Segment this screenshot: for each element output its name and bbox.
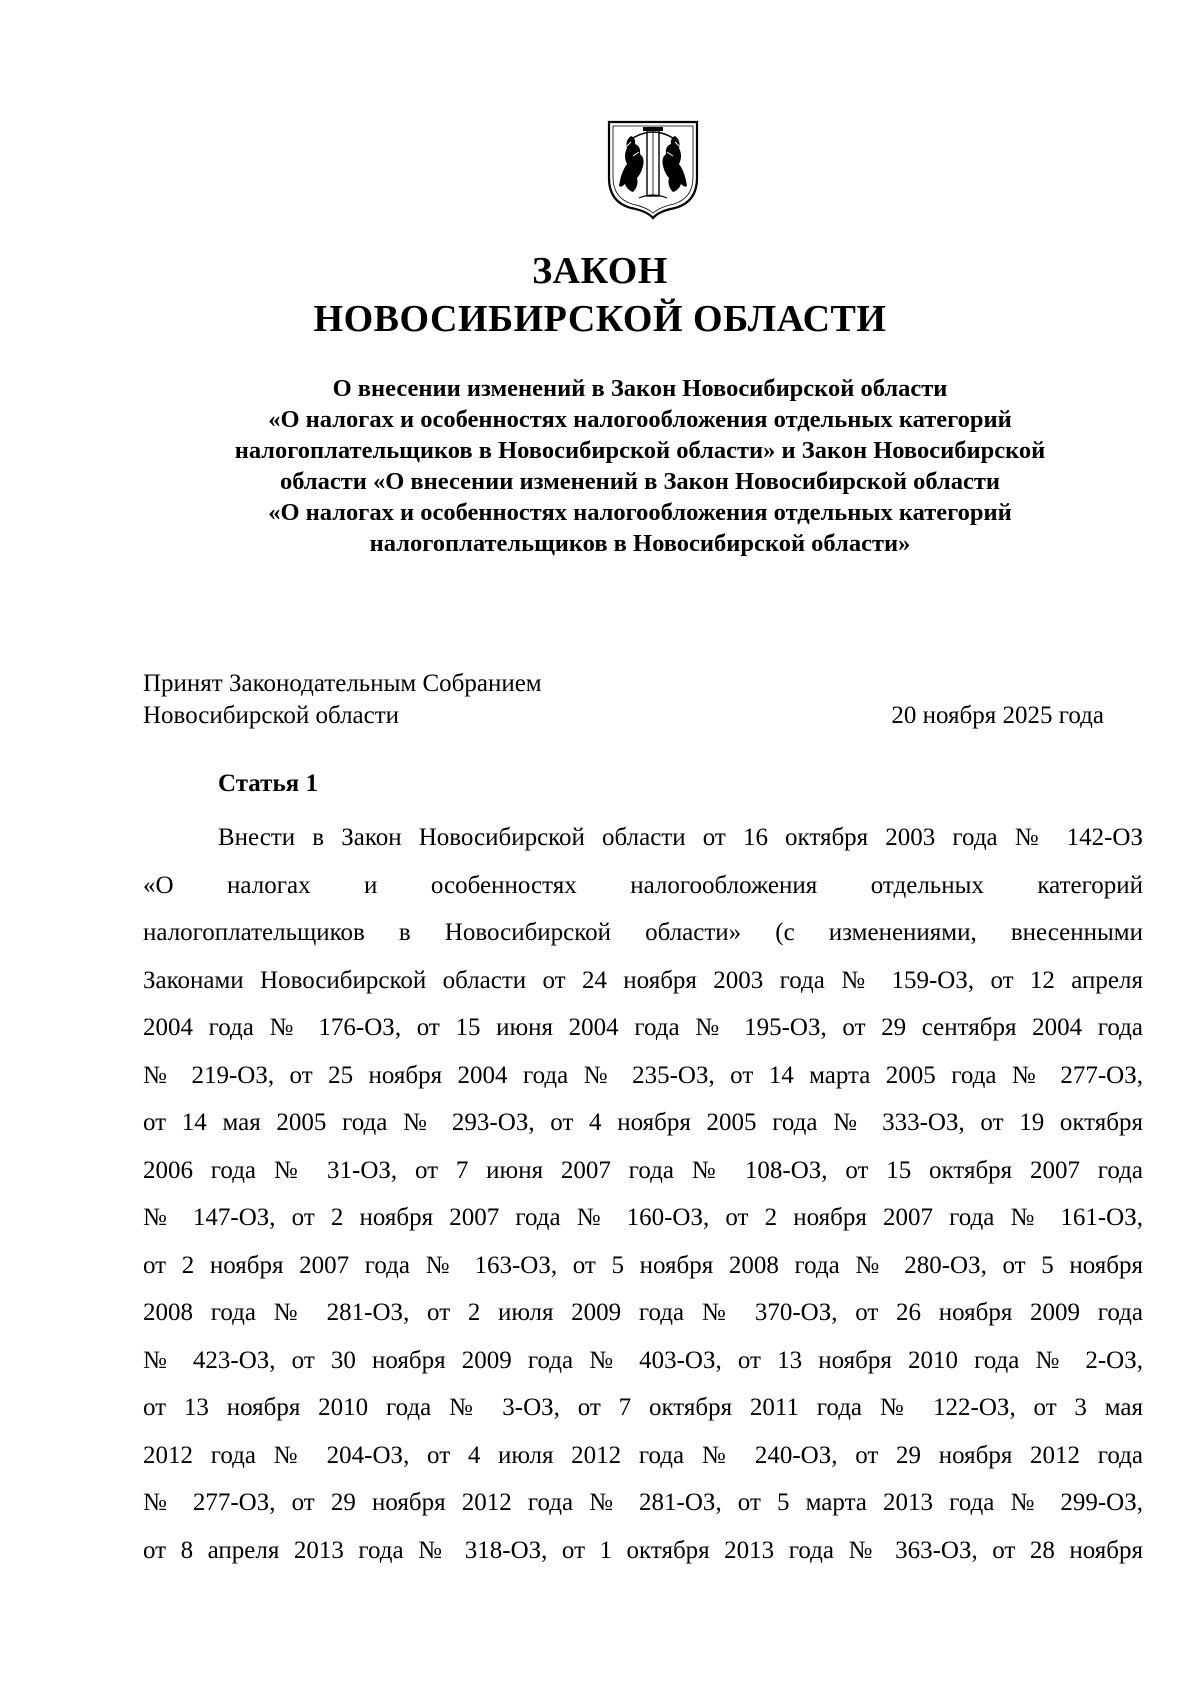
- article-line: № 219-ОЗ, от 25 ноября 2004 года № 235-ОЗ, от 14 марта 2005 года № 277-ОЗ,: [143, 1061, 1143, 1089]
- law-region-title: НОВОСИБИРСКОЙ ОБЛАСТИ: [313, 298, 887, 340]
- article-line: от 8 апреля 2013 года № 318-ОЗ, от 1 октября 2013 года № 363-ОЗ, от 28 ноября: [143, 1536, 1143, 1564]
- article-line: № 147-ОЗ, от 2 ноября 2007 года № 160-ОЗ, от 2 ноября 2007 года № 161-ОЗ,: [143, 1204, 1143, 1231]
- article-text: [143, 814, 1143, 1574]
- subject-line: области «О внесении изменений в Закон Новосибирской области: [279, 468, 1001, 495]
- article-line: 2006 года № 31-ОЗ, от 7 июня 2007 года № 108-ОЗ, от 15 октября 2007 года: [143, 1156, 1143, 1184]
- subject-line: налогоплательщиков в Новосибирской области» и Закон Новосибирской: [234, 437, 1046, 464]
- law-title: ЗАКОН: [532, 250, 668, 292]
- adoption-statement: [143, 668, 542, 732]
- adoption-date: 20 ноября 2025 года: [891, 702, 1104, 729]
- article-line: «О налогах и особенностях налогообложения отдельных категорий: [143, 871, 1143, 899]
- article-line: 2008 года № 281-ОЗ, от 2 июля 2009 года № 370-ОЗ, от 26 ноября 2009 года: [143, 1299, 1143, 1326]
- article-line: № 423-ОЗ, от 30 ноября 2009 года № 403-ОЗ, от 13 ноября 2010 года № 2-ОЗ,: [143, 1346, 1143, 1374]
- article-line: Законами Новосибирской области от 24 ноября 2003 года № 159-ОЗ, от 12 апреля: [143, 966, 1143, 994]
- article-line: 2012 года № 204-ОЗ, от 4 июля 2012 года № 240-ОЗ, от 29 ноября 2012 года: [143, 1441, 1143, 1469]
- subject-line: «О налогах и особенностях налогообложения отдельных категорий: [268, 499, 1012, 526]
- subject-line: «О налогах и особенностях налогообложения отдельных категорий: [268, 406, 1012, 433]
- article-line: Внести в Закон Новосибирской области от 16 октября 2003 года № 142-ОЗ: [218, 824, 1143, 851]
- subject-line: О внесении изменений в Закон Новосибирской области: [332, 375, 948, 402]
- article-line: от 2 ноября 2007 года № 163-ОЗ, от 5 ноября 2008 года № 280-ОЗ, от 5 ноября: [143, 1251, 1143, 1279]
- article-line: № 277-ОЗ, от 29 ноября 2012 года № 281-ОЗ, от 5 марта 2013 года № 299-ОЗ,: [143, 1489, 1143, 1516]
- article-line: налогоплательщиков в Новосибирской области» (с изменениями, внесенными: [143, 919, 1143, 946]
- article-line: от 14 мая 2005 года № 293-ОЗ, от 4 ноября 2005 года № 333-ОЗ, от 19 октября: [143, 1109, 1143, 1136]
- article-line: 2004 года № 176-ОЗ, от 15 июня 2004 года № 195-ОЗ, от 29 сентября 2004 года: [143, 1014, 1143, 1041]
- adoption-line: Принят Законодательным Собранием: [143, 670, 542, 697]
- article-line: от 13 ноября 2010 года № 3-ОЗ, от 7 октября 2011 года № 122-ОЗ, от 3 мая: [143, 1394, 1143, 1421]
- subject-line: налогоплательщиков в Новосибирской области»: [369, 530, 911, 557]
- article-heading: Статья 1: [218, 770, 318, 797]
- adoption-line: Новосибирской области: [143, 702, 400, 729]
- law-subject: [150, 373, 1130, 559]
- coat-of-arms-icon: [603, 116, 703, 220]
